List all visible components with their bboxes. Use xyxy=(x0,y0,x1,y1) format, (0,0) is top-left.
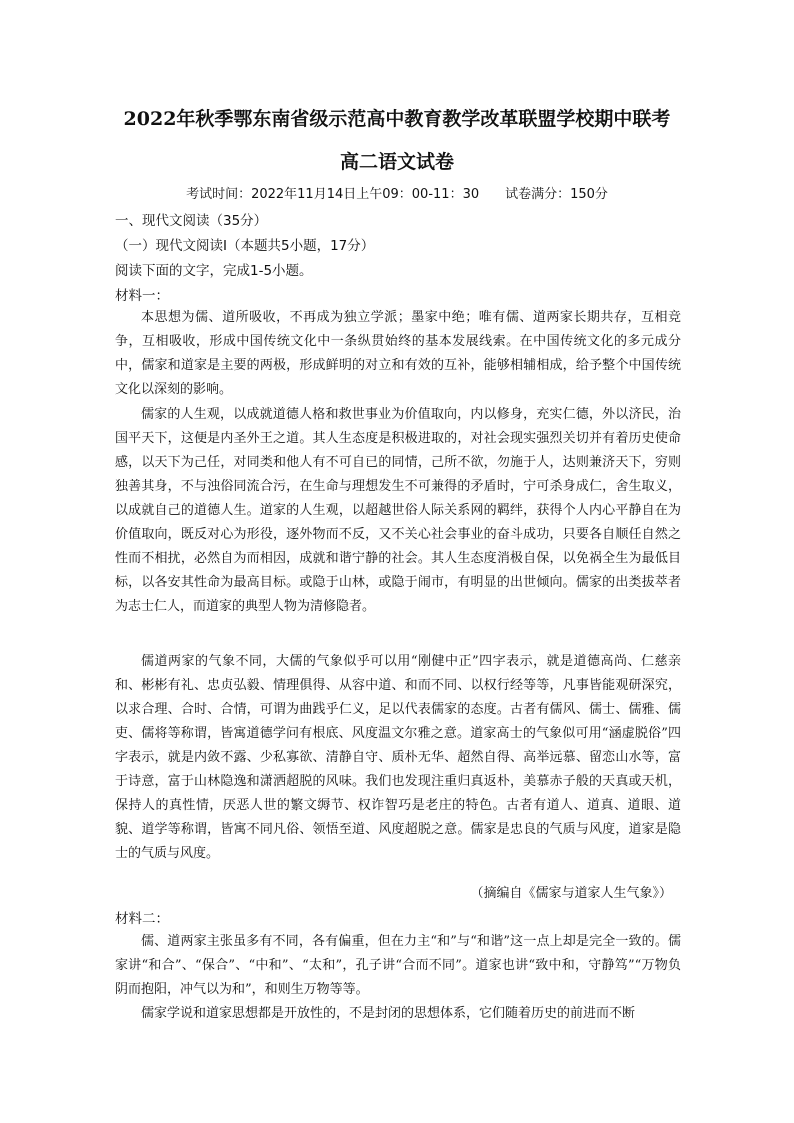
subsection-heading: （一）现代文阅读Ⅰ（本题共5小题，17分） xyxy=(115,238,375,254)
material1-paragraph: 本思想为儒、道所吸收，不再成为独立学派；墨家中绝；唯有儒、道两家长期共存，互相竞争，互相吸收，形成中国传统文化中一条纵贯始终的基本发展线索。在中国传统文化的多元成分中，儒家和道家是主要的两极，形成鲜明的对立和有效的互补，能够相辅相成，给予整个中国传统文化以深刻的影响。 xyxy=(115,310,681,397)
material1-source: （摘编自《儒家与道家人生气象》） xyxy=(470,886,672,901)
exam-info: 考试时间：2022年11月14日上午09：00-11：30 试卷满分：150分 xyxy=(186,187,608,202)
material1-label: 材料一： xyxy=(115,288,169,304)
material2-label: 材料二： xyxy=(115,911,169,927)
exam-subtitle: 高二语文试卷 xyxy=(339,151,454,173)
material2-paragraph: 儒家学说和道家思想都是开放性的，不是封闭的思想体系，它们随着历史的前进而不断 xyxy=(141,1006,636,1021)
material1-paragraph: 儒家的人生观，以成就道德人格和救世事业为价值取向，内以修身，充实仁德，外以济民，治国平天下，这便是内圣外王之道。其人生态度是积极进取的，对社会现实强烈关切并有着历史使命感，以天下为己任，对同类和他人有不可自已的同情，己所不欲，勿施于人，达则兼济天下，穷则独善其身，不与浊俗同流合污，在生命与理想发生不可兼得的矛盾时，宁可杀身成仁，舍生取义，以成就自己的道德人生。道家的人生观，以超越世俗人际关系网的羁绊，获得个人内心平静自在为价值取向，既反对心为形役，逐外物而不反，又不关心社会事业的奋斗成功，只要各自顺任自然之性而不相扰，必然自为而相因，成就和谐宁静的社会。其人生态度消极自保，以免祸全生为最低目标，以各安其性命为最高目标。或隐于山林，或隐于闹市，有明显的出世倾向。儒家的出类拔萃者为志士仁人，而道家的典型人物为清修隐者。 xyxy=(115,407,681,614)
material2-paragraph: 儒、道两家主张虽多有不同，各有偏重，但在力主“和”与“和谐”这一点上却是完全一致的。儒家讲“和合”、“保合”、“中和”、“太和”，孔子讲“合而不同”。道家也讲“致中和，守静笃”“万物负阴而抱阳，冲气以为和”，和则生万物等等。 xyxy=(115,934,681,997)
section-heading: 一、现代文阅读（35分） xyxy=(115,213,268,229)
material1-paragraph: 儒道两家的气象不同，大儒的气象似乎可以用“刚健中正”四字表示，就是道德高尚、仁慈亲和、彬彬有礼、忠贞弘毅、情理俱得、从容中道、和而不同、以权行经等等，凡事皆能观研深究，以求合理、合时、合情，可谓为曲践乎仁义，足以代表儒家的态度。古者有儒风、儒士、儒雅、儒吏、儒将等称谓，皆寓道德学问有根底、风度温文尔雅之意。道家高士的气象似可用“涵虚脱俗”四字表示，就是内敛不露、少私寡欲、清静自守、质朴无华、超然自得、高举远慕、留恋山水等，富于诗意，富于山林隐逸和潇洒超脱的风味。我们也发现注重归真返朴，美慕赤子般的天真或天机，保持人的真性情，厌恶人世的繁文缛节、权诈智巧是老庄的特色。古者有道人、道真、道眼、道貌、道学等称谓，皆寓不同凡俗、领悟至道、风度超脱之意。儒家是忠良的气质与风度，道家是隐士的气质与风度。 xyxy=(115,654,681,861)
exam-title: 2022年秋季鄂东南省级示范高中教育教学改革联盟学校期中联考 xyxy=(123,108,671,130)
instruction: 阅读下面的文字，完成1-5小题。 xyxy=(115,263,313,279)
